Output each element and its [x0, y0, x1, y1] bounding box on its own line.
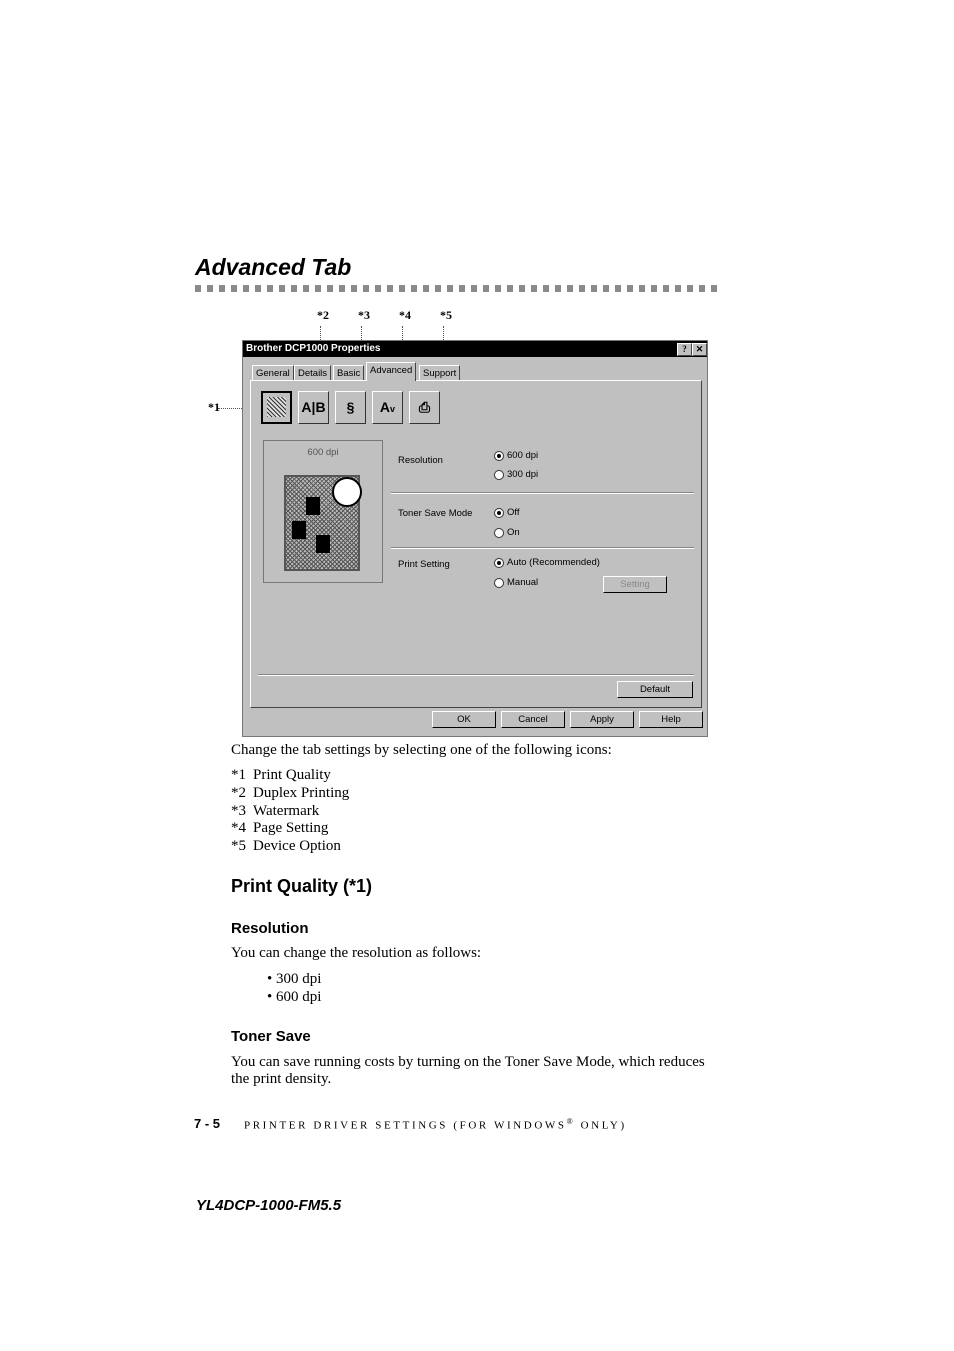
separator: [391, 492, 694, 494]
ok-button[interactable]: OK: [432, 711, 496, 728]
radio-manual[interactable]: [494, 578, 504, 588]
radio-auto[interactable]: [494, 558, 504, 568]
callout-5: *5: [440, 308, 452, 322]
callout-3: *3: [358, 308, 370, 322]
separator: [258, 674, 694, 676]
default-button[interactable]: Default: [617, 681, 693, 698]
page-number: 7 - 5: [194, 1116, 221, 1131]
dialog-titlebar: [243, 341, 707, 357]
title-divider: [195, 285, 720, 292]
radio-toner-on[interactable]: [494, 528, 504, 538]
preview-image: [284, 475, 360, 571]
option-600dpi: 600 dpi: [507, 450, 539, 461]
callout-4: *4: [399, 308, 411, 322]
page-title: Advanced Tab: [195, 254, 352, 280]
separator: [391, 547, 694, 549]
help-button[interactable]: Help: [639, 711, 703, 728]
duplex-printing-icon[interactable]: A|B: [298, 391, 329, 424]
help-title-button[interactable]: ?: [677, 343, 692, 356]
running-footer: PRINTER DRIVER SETTINGS (FOR WINDOWS® ONLY): [244, 1117, 627, 1132]
print-quality-icon[interactable]: [261, 391, 292, 424]
icon-list-item: *4 Page Setting: [231, 820, 329, 836]
device-option-icon[interactable]: ⎙: [409, 391, 440, 424]
icon-list-item: *1 Print Quality: [231, 767, 331, 783]
toner-save-label: Toner Save Mode: [398, 508, 473, 519]
icon-list-item: *5 Device Option: [231, 838, 341, 854]
paragraph: You can save running costs by turning on the Toner Save Mode, which reduces: [231, 1054, 705, 1070]
bullet-item: • 600 dpi: [267, 989, 322, 1005]
close-icon[interactable]: ✕: [692, 343, 707, 356]
apply-button[interactable]: Apply: [570, 711, 634, 728]
page-setting-icon[interactable]: Av: [372, 391, 403, 424]
resolution-label: Resolution: [398, 455, 443, 466]
bullet-item: • 300 dpi: [267, 971, 322, 987]
tab-general[interactable]: General: [252, 365, 294, 381]
paragraph: You can change the resolution as follows:: [231, 945, 482, 961]
option-toner-on: On: [507, 527, 520, 538]
option-toner-off: Off: [507, 507, 520, 518]
radio-toner-off[interactable]: [494, 508, 504, 518]
tab-support[interactable]: Support: [419, 365, 460, 381]
tab-advanced[interactable]: Advanced: [366, 362, 416, 381]
option-manual: Manual: [507, 577, 539, 588]
subsection-heading: Toner Save: [231, 1028, 311, 1045]
properties-dialog: [242, 340, 708, 737]
watermark-icon[interactable]: §: [335, 391, 366, 424]
option-auto: Auto (Recommended): [507, 557, 600, 568]
subsection-heading: Resolution: [231, 920, 309, 937]
preview-box: [263, 440, 383, 583]
intro-text: Change the tab settings by selecting one of the following icons:: [231, 742, 612, 758]
section-heading: Print Quality (*1): [231, 876, 373, 896]
dialog-title: Brother DCP1000 Properties: [246, 343, 381, 354]
icon-list-item: *2 Duplex Printing: [231, 785, 350, 801]
tab-details[interactable]: Details: [294, 365, 331, 381]
print-setting-label: Print Setting: [398, 559, 450, 570]
callout-2: *2: [317, 308, 329, 322]
callout-1: *1: [208, 400, 220, 414]
cancel-button[interactable]: Cancel: [501, 711, 565, 728]
radio-300dpi[interactable]: [494, 470, 504, 480]
icon-list-item: *3 Watermark: [231, 803, 320, 819]
paragraph: the print density.: [231, 1071, 332, 1087]
document-id: YL4DCP-1000-FM5.5: [196, 1197, 342, 1214]
radio-600dpi[interactable]: [494, 451, 504, 461]
setting-button[interactable]: Setting: [603, 576, 667, 593]
preview-label: 600 dpi: [307, 447, 339, 458]
tab-basic[interactable]: Basic: [333, 365, 364, 381]
option-300dpi: 300 dpi: [507, 469, 539, 480]
